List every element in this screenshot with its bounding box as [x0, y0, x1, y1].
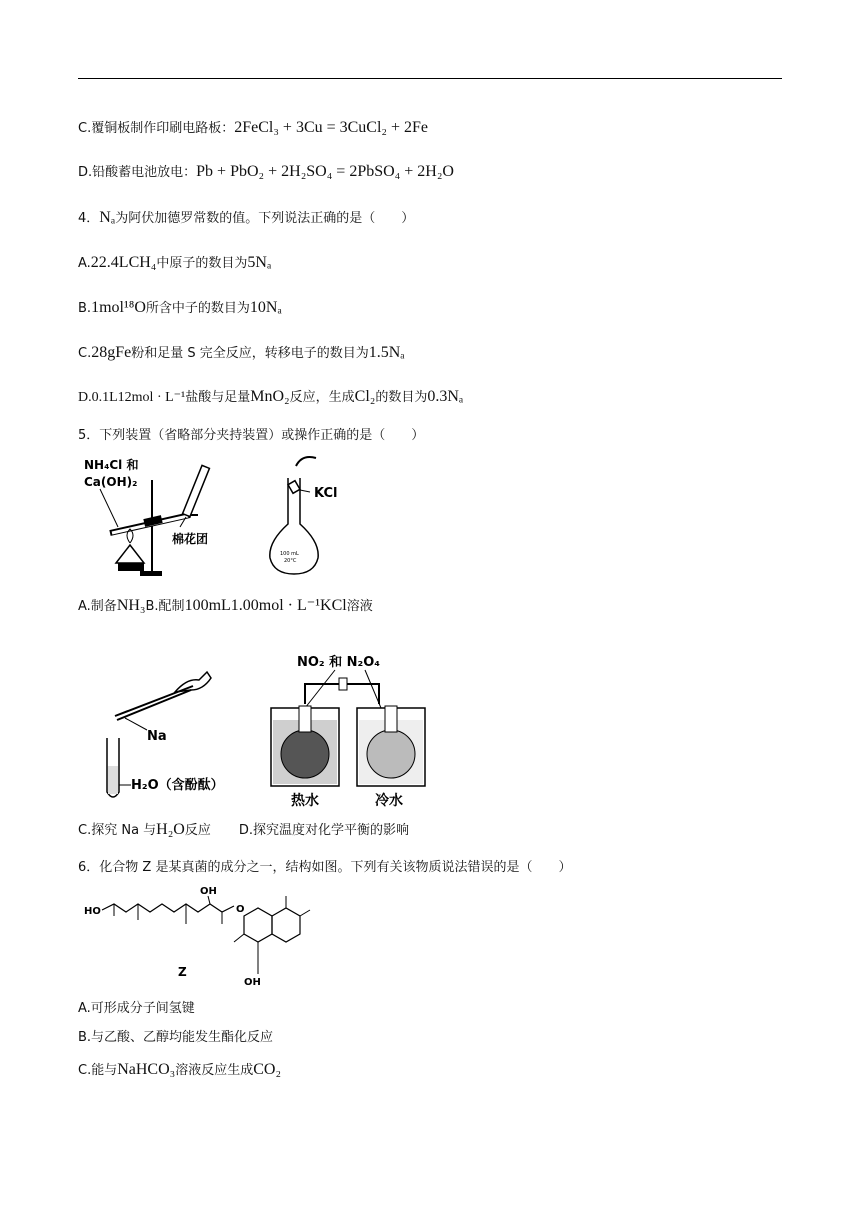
collection-tube [183, 465, 210, 516]
water-label: H₂O（含酚酞） [131, 778, 224, 793]
q6-option-a [78, 997, 195, 1016]
equation: Pb + PbO₂ + 2H₂SO₄ = 2PbSO₄ + 2H₂O [196, 163, 454, 180]
formula: 22.4LCH₄ [90, 254, 157, 271]
option-label: C. [78, 346, 92, 361]
option-text: 盐酸与足量 [185, 390, 251, 405]
option-text: 反应 [184, 823, 211, 838]
q4-option-c [78, 342, 405, 362]
oh-label-2: OH [244, 977, 261, 988]
option-label: C.能与 [78, 1063, 118, 1078]
option-label: B.配制 [145, 599, 185, 614]
formula: 0.3Nₐ [427, 388, 464, 405]
formula: 1mol¹⁸O [91, 299, 146, 316]
ring-left [244, 908, 272, 942]
formula: Cl₂ [354, 388, 376, 405]
option-c-line [78, 117, 428, 137]
hot-flask [281, 730, 329, 778]
figure-sodium-water [95, 660, 255, 805]
option-text: 溶液反应生成 [175, 1063, 254, 1078]
ring-right [272, 908, 300, 942]
option-text: 中原子的数目为 [156, 256, 248, 271]
formula: 28gFe [91, 344, 132, 361]
question-text: 6．化合物 Z 是某真菌的成分之一，结构如图。下列有关该物质说法错误的是（ ） [78, 860, 572, 875]
ho-label: HO [84, 906, 101, 917]
gas-label: NO₂ 和 N₂O₄ [297, 655, 380, 670]
option-label: C.探究 Na 与 [78, 823, 157, 838]
question-5 [78, 424, 424, 443]
option-text: 的数目为 [375, 390, 428, 405]
q4-option-d [78, 386, 463, 406]
cold-flask [367, 730, 415, 778]
option-text: 反应，生成 [289, 390, 355, 405]
formula: D.0.1L12mol · L⁻¹ [78, 390, 186, 405]
cotton-label: 棉花团 [172, 532, 209, 546]
option-text: B.与乙酸、乙醇均能发生酯化反应 [78, 1030, 274, 1045]
question-number: 4． [78, 211, 100, 226]
na-symbol: Nₐ [99, 209, 116, 226]
alcohol-lamp [116, 545, 144, 563]
reagent-label-1: NH₄Cl 和 [84, 458, 139, 472]
pointer-line [100, 489, 118, 527]
hot-water-label: 热水 [291, 793, 319, 809]
question-4 [78, 207, 414, 227]
q6-option-c [78, 1059, 281, 1079]
option-text: 溶液 [346, 599, 373, 614]
q5-ab-labels [78, 595, 373, 615]
option-label: D.铅酸蓄电池放电： [78, 165, 197, 180]
option-label: A.制备 [78, 599, 117, 614]
flask-mark-2: 20°C [284, 558, 297, 564]
formula: 1.5Nₐ [368, 344, 405, 361]
hand [175, 672, 211, 692]
option-d-line [78, 161, 454, 181]
ester-o-label: O [236, 904, 245, 915]
q4-option-a [78, 252, 271, 272]
header-rule [78, 78, 782, 79]
formula: 10Nₐ [249, 299, 282, 316]
equation: 2FeCl₃ + 3Cu = 3CuCl₂ + 2Fe [234, 119, 429, 136]
formula: 100mL1.00mol · L⁻¹KCl [184, 597, 347, 614]
na-label: Na [147, 729, 167, 744]
main-chain [102, 904, 234, 912]
question-text: 5．下列装置（省略部分夹持装置）或操作正确的是（ ） [78, 428, 425, 443]
tweezers [115, 686, 193, 716]
option-text: 所含中子的数目为 [145, 301, 250, 316]
flask-mark-1: 100 mL [280, 551, 299, 557]
formula: CO₂ [253, 1061, 282, 1078]
option-label: B. [78, 301, 92, 316]
reagent-label-2: Ca(OH)₂ [84, 475, 138, 489]
oh-label-1: OH [200, 886, 217, 897]
q6-option-b [78, 1026, 273, 1045]
z-label: Z [178, 965, 187, 979]
formula: H₂O [156, 821, 185, 838]
option-label: D.探究温度对化学平衡的影响 [238, 823, 410, 838]
kcl-label: KCl [314, 486, 338, 501]
figure-volumetric-flask [262, 452, 362, 582]
cold-water-label: 冷水 [375, 793, 403, 809]
question-6 [78, 856, 571, 875]
formula: NH₃ [116, 597, 146, 614]
question-text: 为阿伏加德罗常数的值。下列说法正确的是（ ） [115, 211, 415, 226]
q4-option-b [78, 297, 282, 317]
formula: MnO₂ [250, 388, 290, 405]
stand-base [140, 571, 162, 576]
option-label: C.覆铜板制作印刷电路板： [78, 121, 235, 136]
formula: 5Nₐ [247, 254, 272, 271]
figure-equilibrium-beakers [265, 648, 445, 813]
figure-ammonia-apparatus [80, 455, 260, 585]
option-text: A.可形成分子间氢键 [78, 1001, 195, 1016]
formula: NaHCO₃ [117, 1061, 176, 1078]
figure-compound-z [84, 882, 314, 992]
spatula [296, 457, 316, 466]
q5-cd-labels [78, 819, 409, 839]
option-text: 粉和足量 S 完全反应，转移电子的数目为 [131, 346, 369, 361]
option-label: A. [78, 256, 91, 271]
